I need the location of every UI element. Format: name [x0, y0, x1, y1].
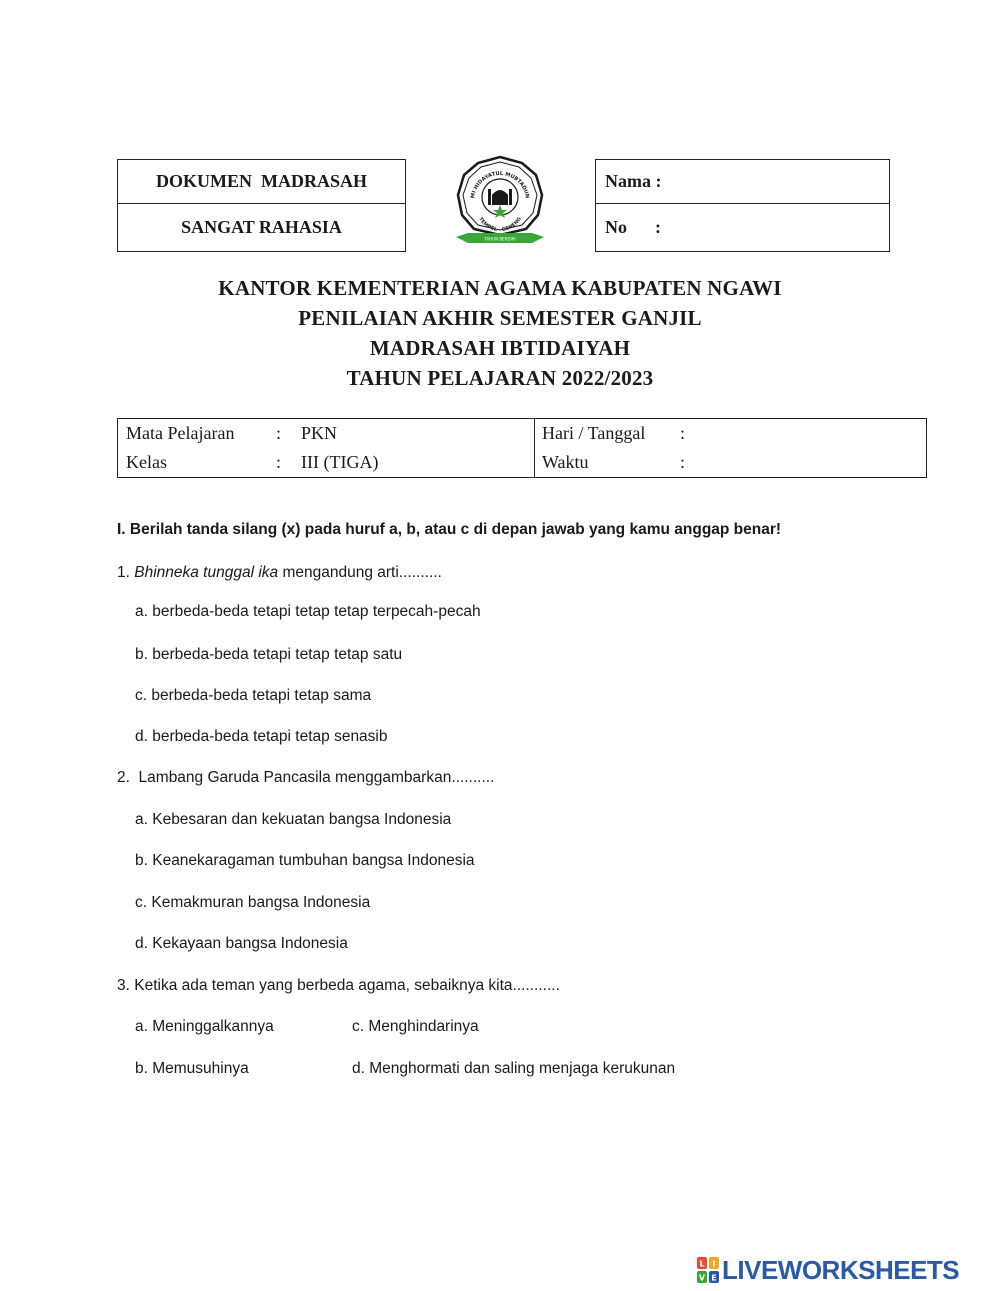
student-identity-box [595, 159, 890, 252]
svg-text:I: I [712, 1259, 716, 1269]
question-1-option-b[interactable]: b. berbeda-beda tetapi tetap tetap satu [135, 646, 403, 663]
question-3-option-d[interactable]: d. Menghormati dan saling menjaga kerukunan [352, 1060, 676, 1077]
question-3: 3. Ketika ada teman yang berbeda agama, sebaiknya kita........... [117, 977, 560, 994]
logo-bottom-text: TEMPEL - GENENG [477, 216, 523, 234]
table-divider [534, 419, 535, 477]
title-exam: PENILAIAN AKHIR SEMESTER GANJIL [298, 306, 702, 330]
section-instruction: I. Berilah tanda silang (x) pada huruf a, b, atau c di depan jawab yang kamu anggap benar! [117, 521, 782, 538]
liveworksheets-logo-icon [697, 1257, 719, 1283]
school-logo [452, 155, 548, 247]
liveworksheets-watermark [697, 1256, 959, 1284]
question-1-option-d[interactable]: d. berbeda-beda tetapi tetap senasib [135, 728, 388, 745]
number-field-colon: : [655, 216, 661, 237]
name-field-label: Nama : [596, 160, 889, 204]
title-academic-year: TAHUN PELAJARAN 2022/2023 [346, 366, 654, 390]
number-field [596, 203, 889, 251]
question-3-option-a[interactable]: a. Meninggalkannya [135, 1018, 274, 1035]
question-1-text: mengandung arti.......... [278, 564, 442, 581]
subject-colon: : [276, 423, 282, 443]
confidentiality-label: SANGAT RAHASIA [181, 216, 342, 237]
svg-text:E: E [711, 1273, 717, 1283]
question-3-option-b[interactable]: b. Memusuhinya [135, 1060, 249, 1077]
question-1 [117, 564, 442, 582]
question-1-option-c[interactable]: c. berbeda-beda tetapi tetap sama [135, 687, 372, 704]
document-classification-box [117, 159, 406, 252]
time-label: Waktu [542, 452, 589, 472]
liveworksheets-wordmark: LIVEWORKSHEETS [722, 1254, 960, 1285]
number-field-label: No [605, 216, 627, 237]
class-value: III (TIGA) [301, 452, 379, 472]
question-2-option-b[interactable]: b. Keanekaragaman tumbuhan bangsa Indonesia [135, 852, 475, 869]
question-2-option-d[interactable]: d. Kekayaan bangsa Indonesia [135, 935, 348, 952]
subject-label: Mata Pelajaran [126, 423, 235, 443]
title-office: KANTOR KEMENTERIAN AGAMA KABUPATEN NGAWI [218, 276, 782, 300]
logo-ribbon-text: TAHUN BERDIRI [484, 236, 516, 242]
question-1-number: 1. [117, 564, 135, 581]
class-colon: : [276, 452, 282, 472]
document-type-label: DOKUMEN MADRASAH [118, 160, 405, 204]
date-colon: : [680, 423, 686, 443]
question-1-option-a[interactable]: a. berbeda-beda tetapi tetap tetap terpecah-pecah [135, 603, 481, 620]
question-2: 2. Lambang Garuda Pancasila menggambarkan.......... [117, 769, 495, 786]
logo-top-text: MI HIDAYATUL MUBTADIIN [470, 170, 530, 199]
question-2-option-c[interactable]: c. Kemakmuran bangsa Indonesia [135, 894, 371, 911]
question-2-option-a[interactable]: a. Kebesaran dan kekuatan bangsa Indonesia [135, 811, 452, 828]
svg-text:L: L [699, 1259, 705, 1269]
question-1-italic-term: Bhinneka tunggal ika [134, 564, 279, 581]
mosque-icon [492, 195, 508, 205]
svg-text:V: V [698, 1273, 706, 1283]
time-colon: : [680, 452, 686, 472]
title-school-level: MADRASAH IBTIDAIYAH [369, 336, 631, 360]
date-label: Hari / Tanggal [542, 423, 646, 443]
question-3-option-c[interactable]: c. Menghindarinya [352, 1018, 479, 1035]
subject-value: PKN [301, 423, 338, 443]
exam-info-table [117, 418, 927, 478]
class-label: Kelas [126, 452, 167, 472]
